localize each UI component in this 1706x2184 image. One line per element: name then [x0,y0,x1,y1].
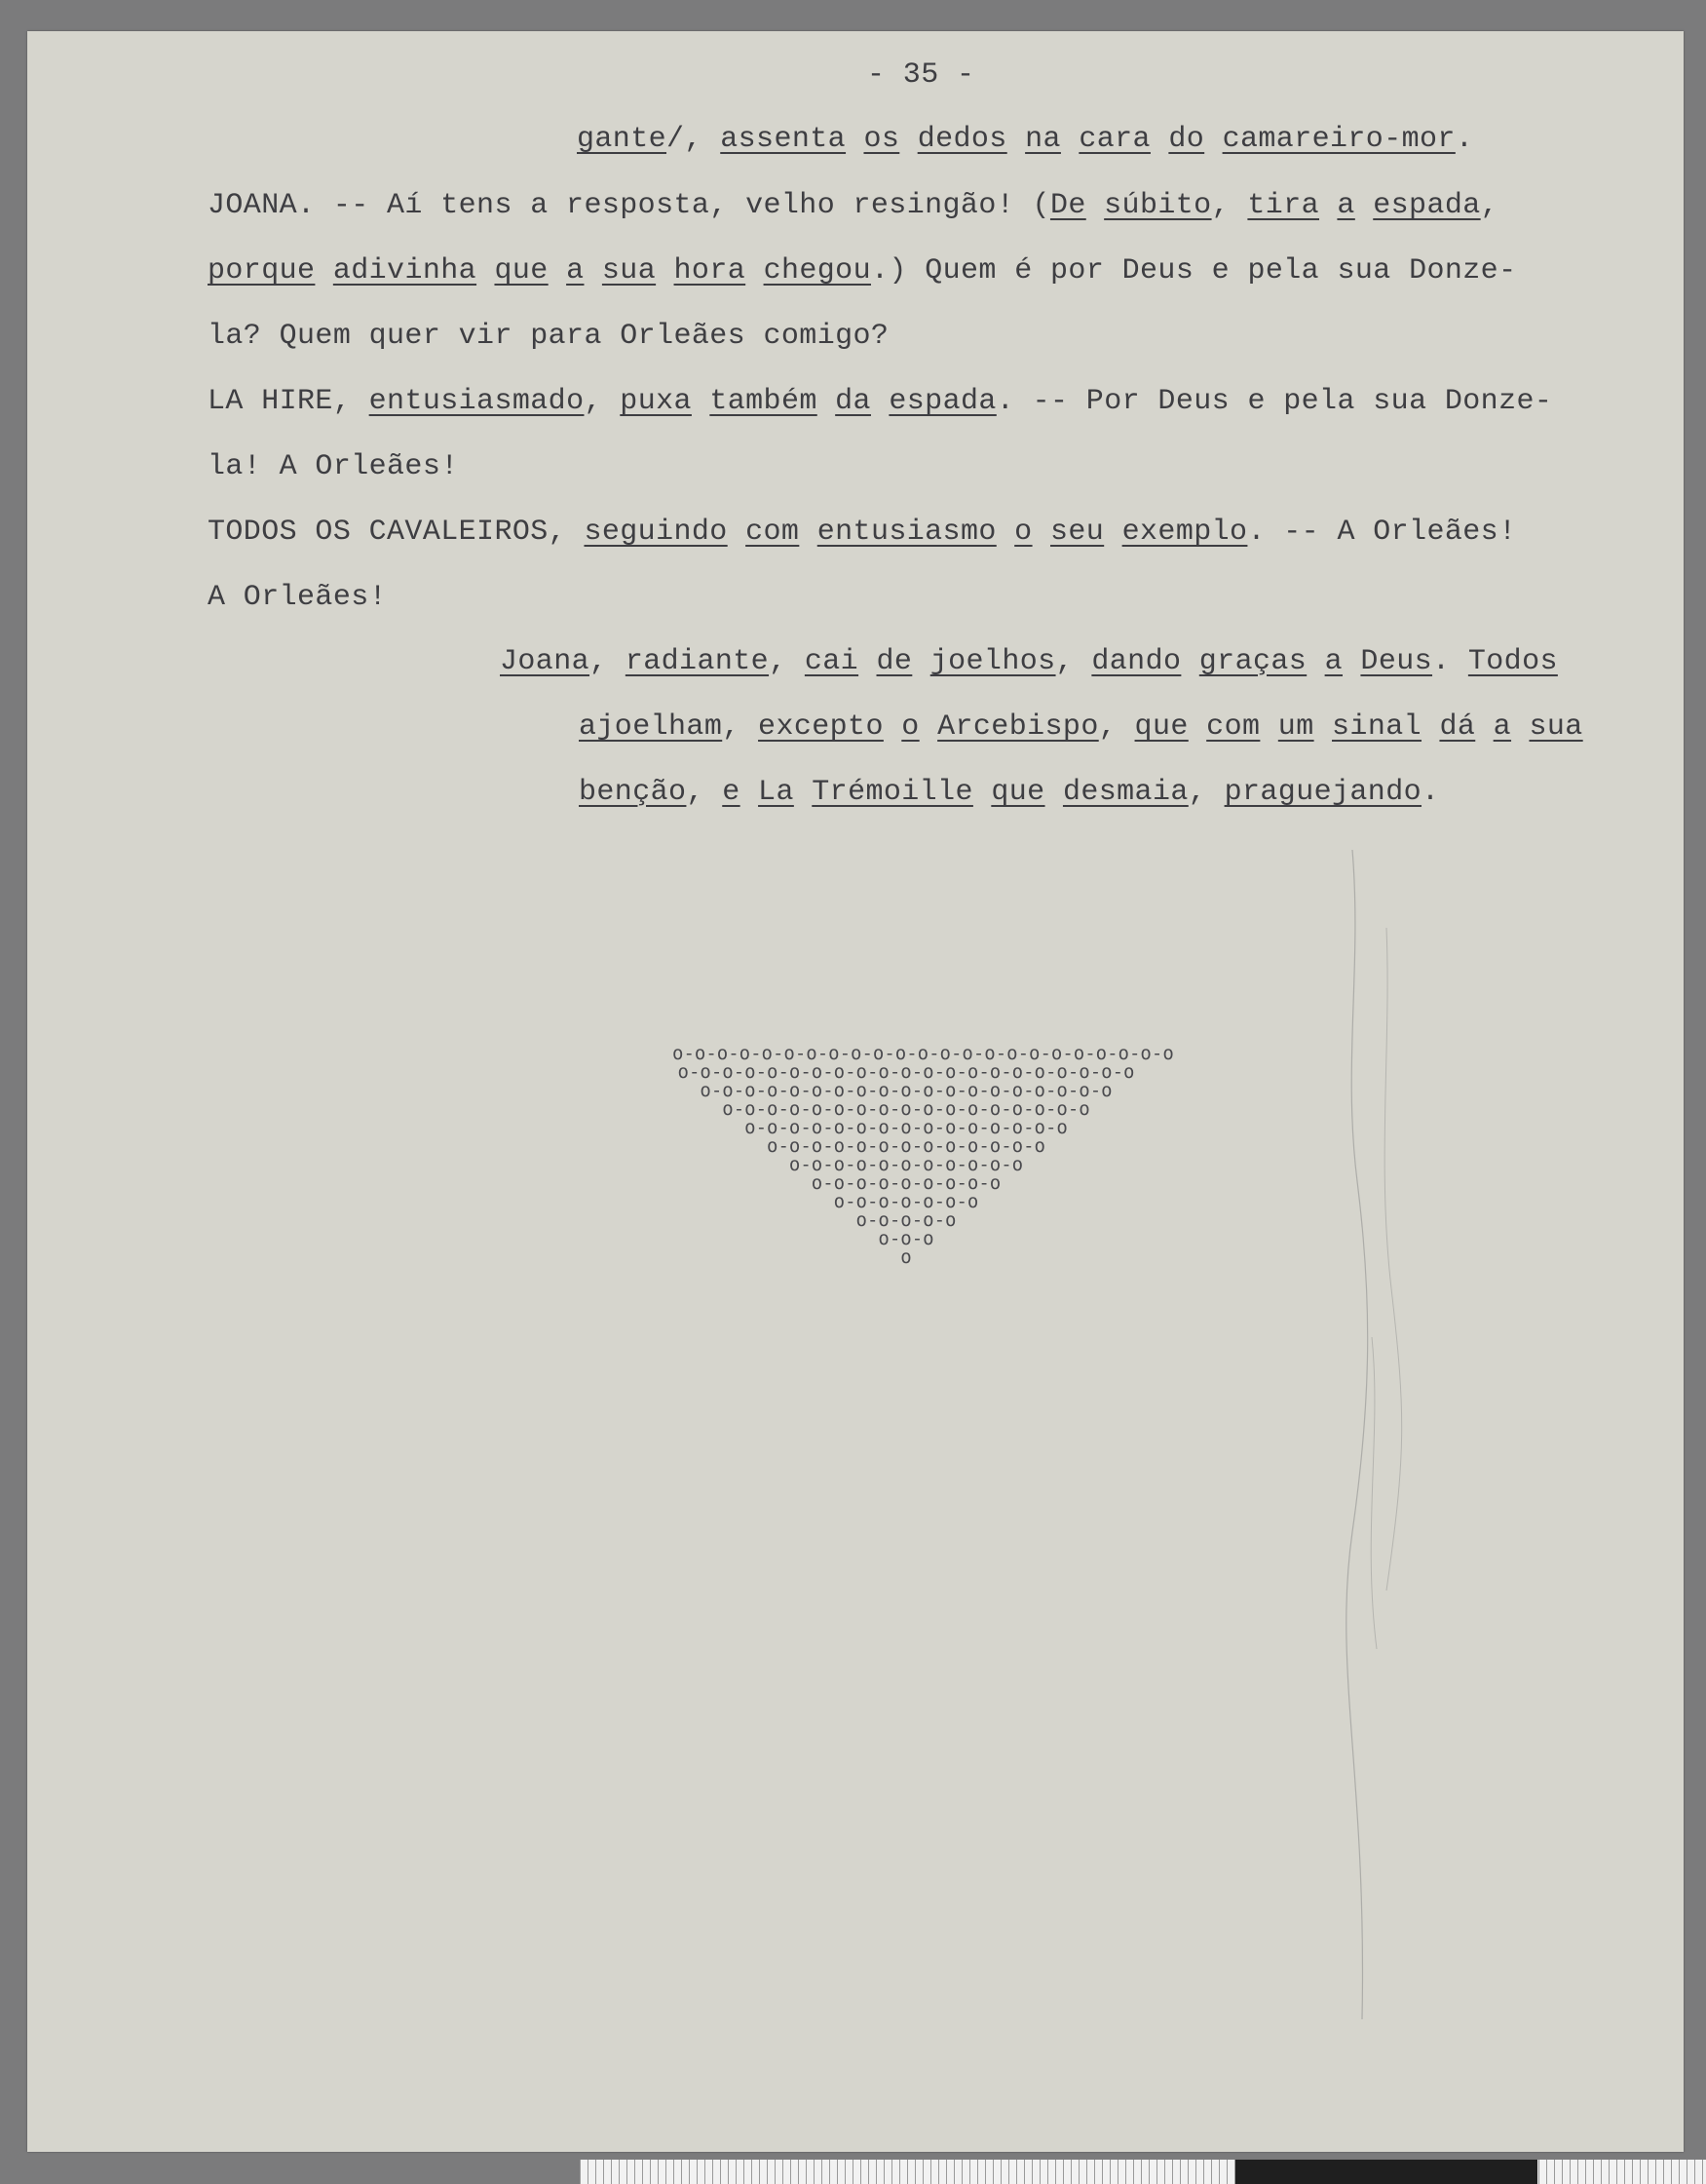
underlined-text: da [835,385,871,418]
text-run: , [1188,776,1225,809]
underlined-text: espada [889,385,997,418]
text-run [549,254,566,287]
text-run [1007,123,1025,156]
text-run [1204,123,1222,156]
underlined-text: hora [673,254,746,287]
underlined-text: espada [1373,189,1481,222]
underlined-text: ajoelham [579,710,723,744]
text-run [817,385,835,418]
ornament-row: o-o-o-o-o-o-o [833,1191,979,1212]
ornament-row: o-o-o-o-o-o-o-o-o-o-o-o-o-o-o-o-o-o-o-o-o-o-o [672,1043,1174,1064]
ornament-row: o-o-o-o-o-o-o-o-o-o-o-o-o-o-o-o-o-o-o [700,1080,1113,1101]
stage-direction-line [579,712,1583,742]
text-run: , [769,645,805,678]
text-run: LA HIRE, [208,385,369,418]
underlined-text: radiante [625,645,770,678]
underlined-text: dando [1091,645,1182,678]
text-run [728,516,745,549]
text-run: , [686,776,723,809]
underlined-text: entusiasmo [816,516,997,549]
underlined-text: súbito [1104,189,1212,222]
underlined-text: a [1337,189,1355,222]
ornament-row: o-o-o [878,1228,934,1249]
stage-direction-line [500,647,1558,676]
underlined-text: cara [1079,123,1151,156]
underlined-text: sua [1529,710,1583,744]
text-run [1104,516,1121,549]
text-run [899,123,917,156]
underlined-text: exemplo [1121,516,1248,549]
stage-direction-line [579,778,1439,807]
text-run [1045,776,1063,809]
script-line [208,517,1516,547]
ornament-row: o-o-o-o-o-o-o-o-o [811,1172,1002,1194]
underlined-text: que [494,254,549,287]
script-line [208,256,1517,286]
underlined-text: joelhos [929,645,1056,678]
underlined-text: cai [804,645,859,678]
underlined-text: um [1277,710,1314,744]
underlined-text: sua [601,254,657,287]
text-run: , [1480,189,1499,222]
text-run: JOANA. -- Aí tens a resposta, velho resingão! ( [208,189,1050,222]
text-run [997,516,1014,549]
underlined-text: dedos [917,123,1007,156]
underlined-text: e [722,776,740,809]
text-run [846,123,863,156]
text-run [1307,645,1324,678]
text-run [740,776,758,809]
underlined-text: graças [1198,645,1308,678]
text-run: , [589,645,626,678]
underlined-text: Joana [500,645,590,678]
underlined-text: seguindo [584,516,728,549]
text-run: . [1422,776,1440,809]
underlined-text: gante [577,123,667,156]
underlined-text: chegou [763,254,871,287]
text-run [912,645,929,678]
underlined-text: desmaia [1062,776,1189,809]
underlined-text: seu [1049,516,1105,549]
underlined-text: dá [1439,710,1476,744]
underlined-text: puxa [620,385,692,418]
paper-crease [1333,850,1421,2019]
underlined-text: Deus [1360,645,1433,678]
text-run: la! A Orleães! [208,450,459,483]
underlined-text: do [1168,123,1205,156]
text-run: , [1211,189,1248,222]
text-run [1061,123,1079,156]
text-run [1422,710,1439,744]
text-run: /, [666,123,721,156]
underlined-text: excepto [758,710,884,744]
text-run: la? Quem quer vir para Orleães comigo? [208,320,890,353]
text-run [794,776,812,809]
text-run: , [584,385,621,418]
underlined-text: Trémoille [812,776,973,809]
text-run: , [1098,710,1135,744]
text-run [1086,189,1104,222]
script-line [208,322,889,351]
text-run [585,254,602,287]
underlined-text: também [709,385,817,418]
underlined-text: praguejando [1224,776,1422,809]
text-run: A Orleães! [208,581,388,614]
ornament-row: o-o-o-o-o-o-o-o-o-o-o-o-o-o-o [744,1117,1068,1138]
underlined-text: porque [208,254,316,287]
underlined-text: na [1025,123,1061,156]
ornament-row: o-o-o-o-o-o-o-o-o-o-o-o-o-o-o-o-o-o-o-o-o [677,1061,1135,1083]
underlined-text: de [876,645,913,678]
underlined-text: adivinha [332,254,477,287]
script-line [208,191,1498,220]
text-run [1189,710,1206,744]
underlined-text: com [745,516,800,549]
text-run [1260,710,1277,744]
underlined-text: a [1324,645,1344,678]
script-line [208,452,459,481]
text-run [1355,189,1373,222]
underlined-text: a [1493,710,1512,744]
text-run [315,254,332,287]
underlined-text: o [1014,516,1033,549]
text-run [1314,710,1332,744]
script-line [208,387,1552,416]
underlined-text: a [566,254,585,287]
text-run: . [1455,123,1474,156]
text-run: . -- A Orleães! [1247,516,1517,549]
text-run: , [1055,645,1092,678]
underlined-text: tira [1247,189,1320,222]
underlined-text: o [901,710,920,744]
text-run: .) Quem é por Deus e pela sua Donze- [870,254,1517,287]
underlined-text: De [1049,189,1086,222]
text-run [858,645,876,678]
text-run [1151,123,1168,156]
text-run [476,254,494,287]
text-run [884,710,901,744]
text-run: . -- Por Deus e pela sua Donze- [996,385,1553,418]
text-run [799,516,816,549]
text-run [1343,645,1360,678]
underlined-text: La [758,776,794,809]
underlined-text: benção [579,776,687,809]
underlined-text: com [1206,710,1261,744]
text-run [1475,710,1493,744]
text-run: . [1432,645,1468,678]
script-line [208,583,387,612]
triangle-ornament [672,1043,1174,1268]
page-number: - 35 - [867,58,975,92]
underlined-text: Arcebispo [937,710,1099,744]
text-run [1319,189,1337,222]
ornament-row: o-o-o-o-o-o-o-o-o-o-o-o-o [767,1135,1045,1157]
ornament-row: o-o-o-o-o-o-o-o-o-o-o [788,1154,1024,1175]
text-run [920,710,937,744]
underlined-text: sinal [1332,710,1422,744]
underlined-text: camareiro-mor [1222,123,1456,156]
underlined-text: assenta [720,123,847,156]
underlined-text: entusiasmado [368,385,585,418]
ornament-row: o-o-o-o-o-o-o-o-o-o-o-o-o-o-o-o-o [722,1098,1090,1120]
underlined-text: os [863,123,900,156]
text-run [1181,645,1198,678]
text-run: , [722,710,759,744]
text-run [1033,516,1050,549]
text-run: TODOS OS CAVALEIROS, [208,516,585,549]
underlined-text: Todos [1467,645,1558,678]
text-run [1511,710,1529,744]
script-line [577,125,1473,154]
underlined-text: que [991,776,1045,809]
text-run [656,254,673,287]
text-run [745,254,763,287]
ornament-row: o-o-o-o-o [855,1209,957,1231]
underlined-text: que [1134,710,1189,744]
text-run [973,776,991,809]
text-run [692,385,709,418]
color-bar [1235,2160,1537,2184]
text-run [871,385,889,418]
ornament-row: o [900,1246,912,1268]
